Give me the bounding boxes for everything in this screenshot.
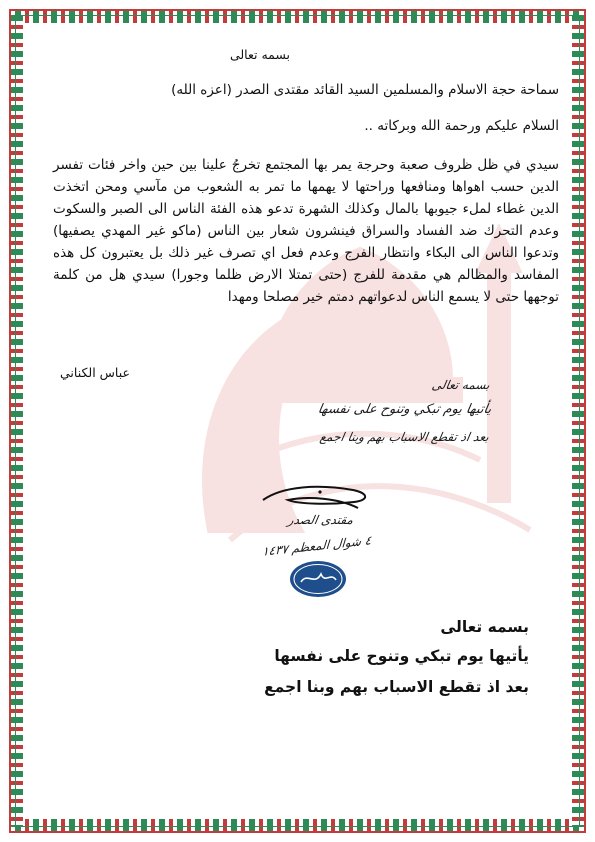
typed-reply-line-1: يأتيها يوم تبكي وتنوح على نفسها xyxy=(274,647,529,665)
letter-basmala: بسمه تعالى xyxy=(229,47,291,62)
letter-address: سماحة حجة الاسلام والمسلمين السيد القائد مقتدى الصدر (اعزه الله) xyxy=(171,82,559,98)
handwritten-signature-name: مقتدى الصدر xyxy=(286,513,355,527)
letter-body: سيدي في ظل ظروف صعبة وحرجة يمر بها المجتمع تخرجُ علينا بين حين واخر فئات تفسر الدين حسب اهواها ومنافعها وراحتها لا يهمها ما تمر به الشعوب من مآسي ومحن اتخذت الدين غطاء لملء جيوبها بالمال وكذلك الشهرة تدعو هذه الفئة الناس الى الصبر والسكوت وعدم التحرك ضد الفساد والسراق فينشرون شعار بين الناس (ماكو غير المهدي يصفيها) وتدعوا الناس الى البكاء وانتظار الفرج وعدم فعل اي تصرف غير ذلك بل يعتبرون كل هذه المفاسد والمظالم هي مقدمة للفرج (حتى تمتلا الارض ظلما وجورا) سيدي هل من كلمة توجهها حتى لا يسمع الناس لدعواتهم دمتم خير مصلحا ومهدا xyxy=(53,157,559,305)
letter-signer: عباس الكناني xyxy=(60,365,130,380)
letter-greeting: السلام عليكم ورحمة الله وبركاته .. xyxy=(364,118,559,134)
handwritten-date: ٤ شوال المعظم ١٤٣٧ xyxy=(261,533,372,559)
signature-scribble-icon xyxy=(258,478,378,518)
handwritten-reply-line-1: يأتيها يوم تبكي وتنوح على نفسها xyxy=(316,402,493,417)
typed-reply-basmala: بسمه تعالى xyxy=(440,618,529,636)
typed-reply-line-2: بعد اذ تقطع الاسباب بهم وبنا اجمع xyxy=(264,678,529,696)
handwritten-reply-line-2: بعد اذ تقطع الاسباب بهم وبنا اجمع xyxy=(318,430,491,444)
official-seal-icon xyxy=(289,560,347,598)
handwritten-basmala: بسمه تعالى xyxy=(430,378,491,392)
